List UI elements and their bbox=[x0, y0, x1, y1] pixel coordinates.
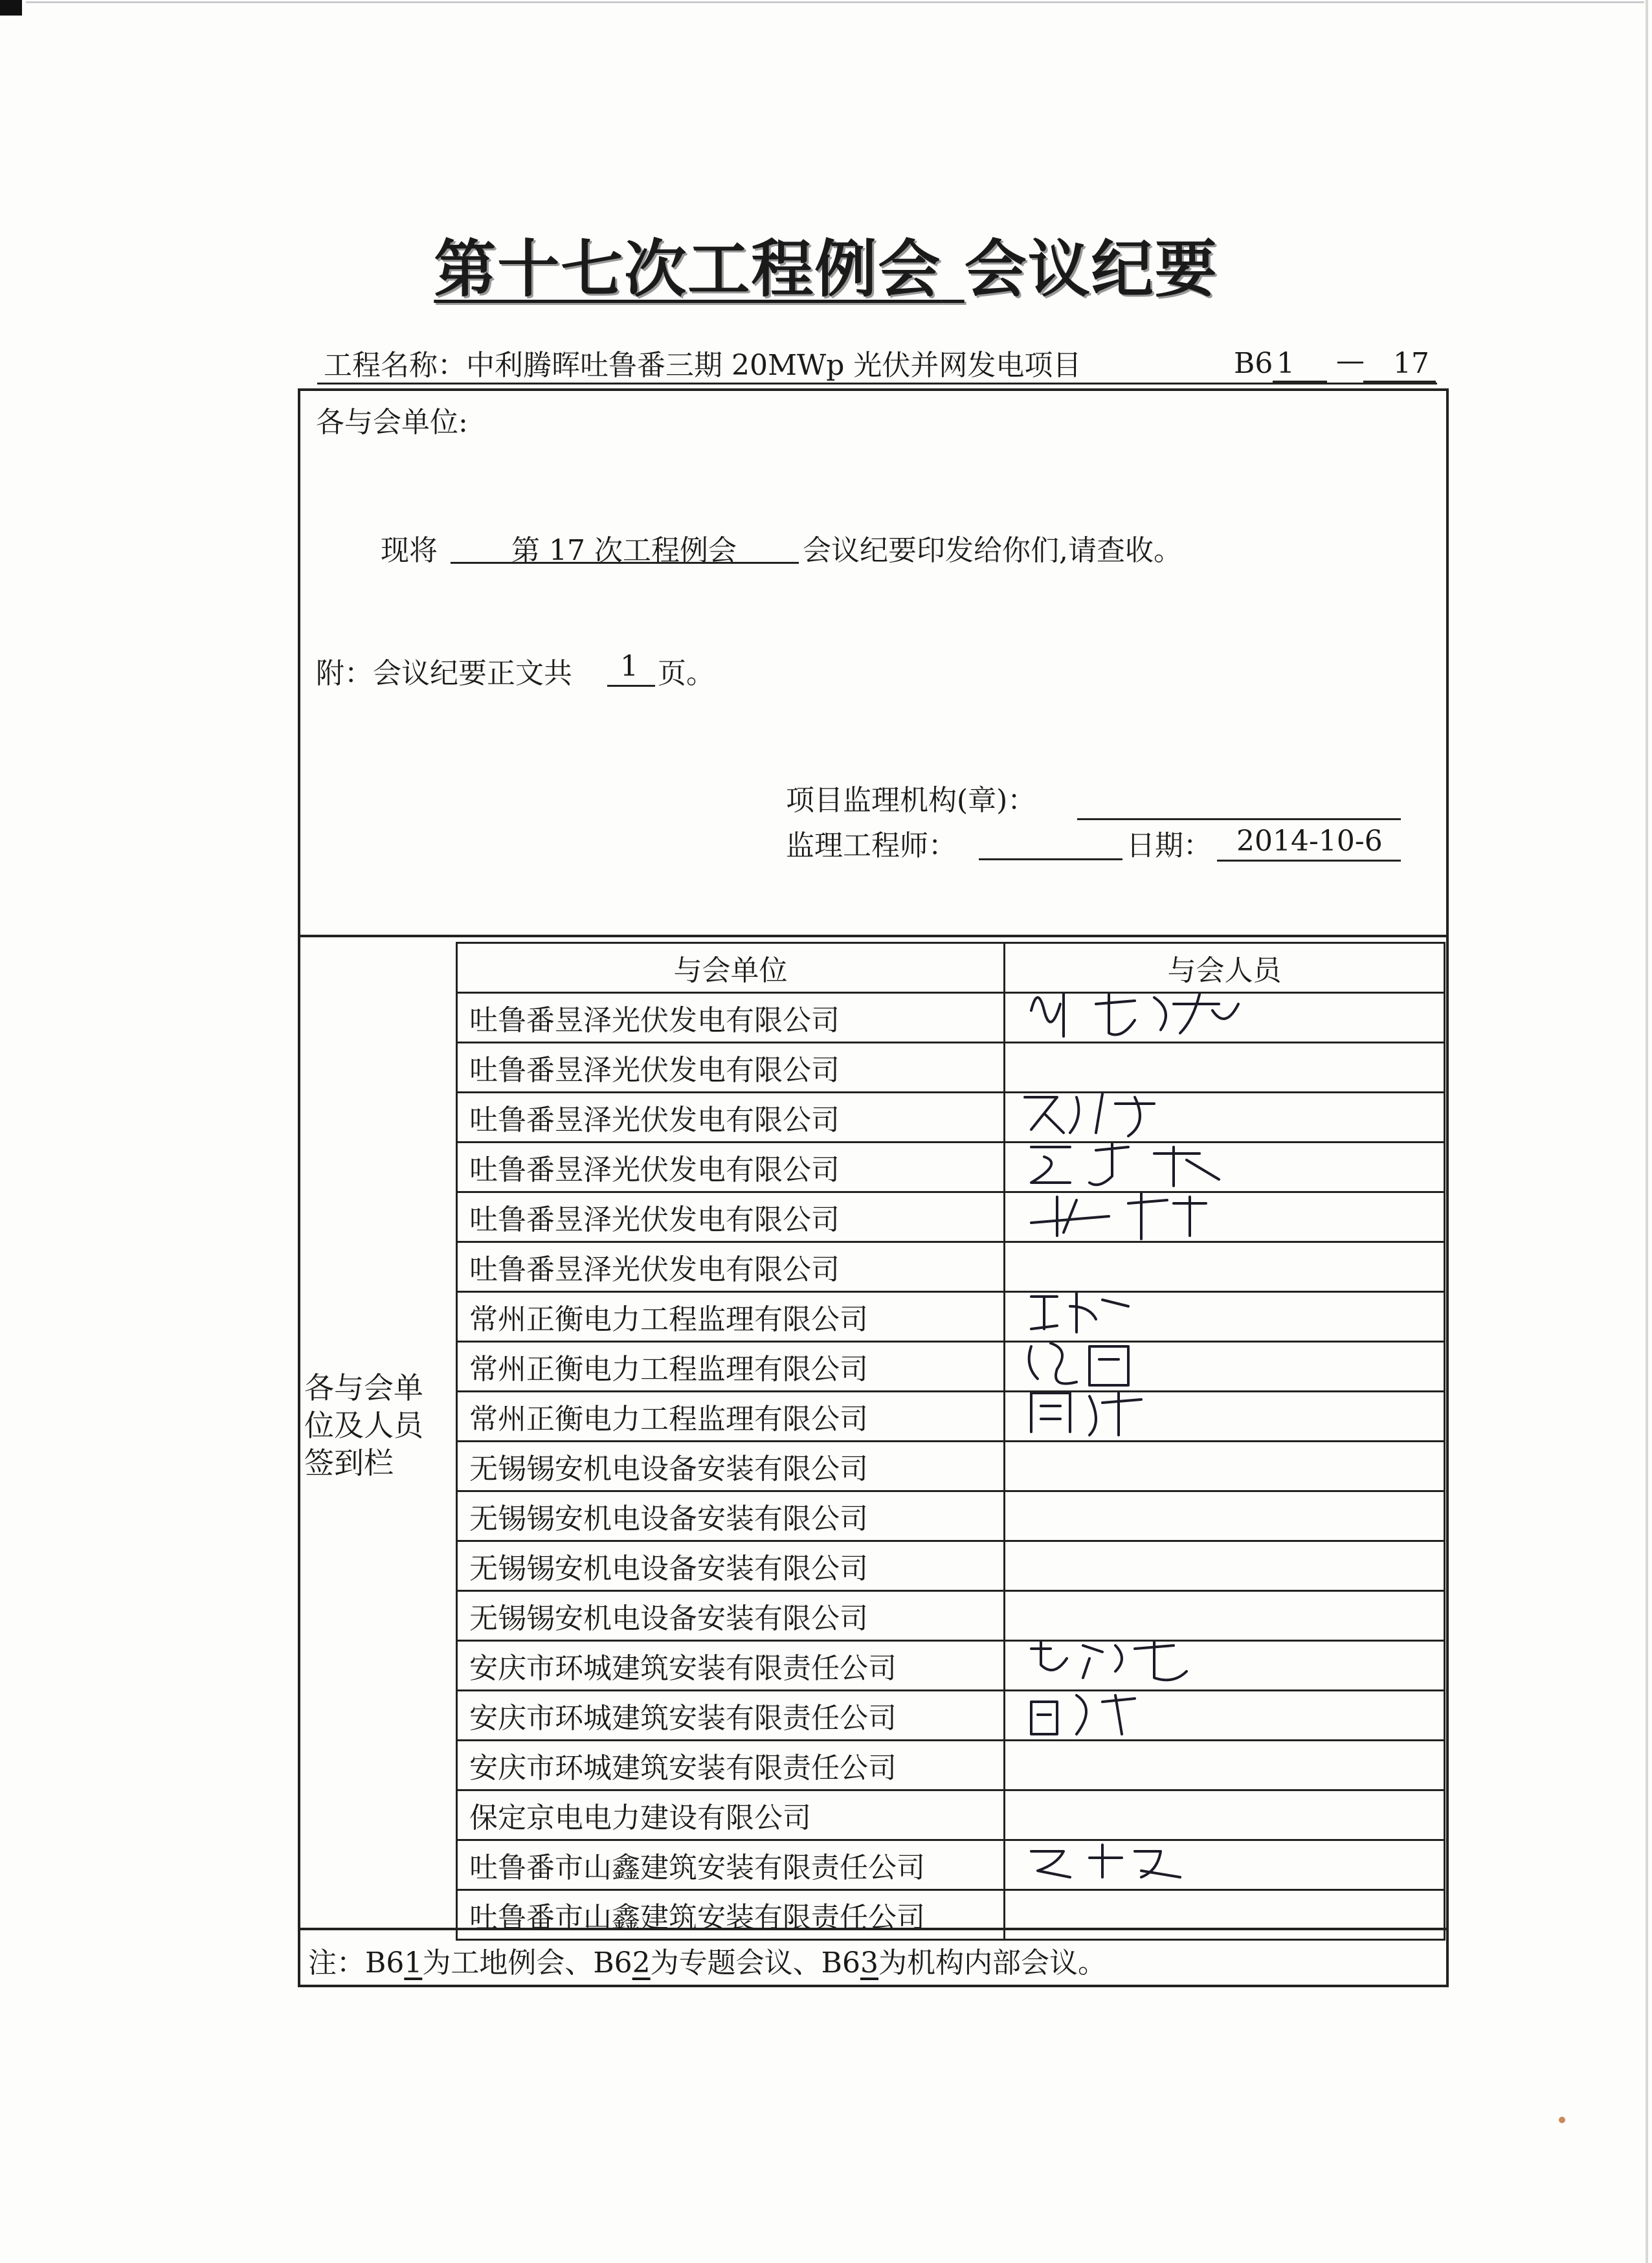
signin-row bbox=[457, 1641, 1445, 1691]
signin-person-cell bbox=[1005, 1093, 1445, 1143]
col-header-unit: 与会单位 bbox=[457, 943, 1005, 993]
project-name: 中利腾晖吐鲁番三期 20MWp 光伏并网发电项目 bbox=[466, 349, 1082, 382]
signin-person-cell bbox=[1005, 1890, 1445, 1940]
signin-header-row bbox=[457, 943, 1445, 993]
signin-unit: 吐鲁番昱泽光伏发电有限公司 bbox=[457, 1192, 1005, 1242]
supervisor-org-label: 项目监理机构(章)： bbox=[786, 784, 1036, 817]
signin-person-cell bbox=[1005, 1342, 1445, 1392]
signin-unit: 吐鲁番昱泽光伏发电有限公司 bbox=[457, 1143, 1005, 1192]
title-main: 第十七次工程例会 bbox=[434, 233, 942, 306]
signin-person-cell bbox=[1005, 1840, 1445, 1890]
attachment-pages: 1 bbox=[620, 650, 638, 683]
signin-row bbox=[457, 1790, 1445, 1840]
signin-row bbox=[457, 1143, 1445, 1192]
scan-top-edge bbox=[26, 1, 1644, 3]
form-code-type: 1 bbox=[1277, 347, 1295, 380]
signin-unit: 常州正衡电力工程监理有限公司 bbox=[457, 1392, 1005, 1442]
signin-row bbox=[457, 1741, 1445, 1790]
signin-unit: 吐鲁番昱泽光伏发电有限公司 bbox=[457, 1242, 1005, 1292]
project-line bbox=[324, 342, 1081, 383]
signin-row bbox=[457, 993, 1445, 1043]
signin-row bbox=[457, 1043, 1445, 1093]
footnote-divider bbox=[298, 1928, 1449, 1930]
handwritten-signature bbox=[1005, 1691, 1277, 1741]
supervisor-org-blank bbox=[1077, 818, 1401, 820]
signin-side-label: 各与会单位及人员签到栏 bbox=[304, 1370, 423, 1480]
signin-rows bbox=[457, 993, 1445, 1940]
signin-person-cell bbox=[1005, 1591, 1445, 1641]
signin-person-cell bbox=[1005, 1192, 1445, 1242]
title-underline-gap bbox=[941, 233, 964, 306]
signin-person-cell bbox=[1005, 1641, 1445, 1691]
form-code bbox=[1234, 347, 1273, 380]
signin-person-cell bbox=[1005, 1143, 1445, 1192]
footnote-part: 为机构内部会议。 bbox=[878, 1946, 1106, 1979]
header-rule bbox=[317, 383, 1437, 385]
signin-unit: 无锡锡安机电设备安装有限公司 bbox=[457, 1591, 1005, 1641]
handwritten-signature bbox=[1005, 1392, 1277, 1442]
signin-unit: 吐鲁番昱泽光伏发电有限公司 bbox=[457, 1093, 1005, 1143]
scan-speck bbox=[1559, 2117, 1565, 2123]
addressee: 各与会单位: bbox=[316, 406, 468, 439]
signin-row bbox=[457, 1491, 1445, 1541]
handwritten-signature bbox=[1005, 993, 1277, 1043]
document-title bbox=[0, 220, 1652, 309]
handwritten-signature bbox=[1005, 1342, 1277, 1392]
form-code-dash: — bbox=[1336, 344, 1365, 377]
signin-person-cell bbox=[1005, 1741, 1445, 1790]
handwritten-signature bbox=[1005, 1192, 1277, 1242]
footnote-part: 为工地例会、B6 bbox=[422, 1946, 632, 1979]
signin-unit: 保定京电电力建设有限公司 bbox=[457, 1790, 1005, 1840]
signin-unit: 无锡锡安机电设备安装有限公司 bbox=[457, 1491, 1005, 1541]
signin-row bbox=[457, 1392, 1445, 1442]
footnote bbox=[308, 1939, 1106, 1981]
signin-person-cell bbox=[1005, 1691, 1445, 1741]
signin-unit: 无锡锡安机电设备安装有限公司 bbox=[457, 1442, 1005, 1491]
signin-unit: 安庆市环城建筑安装有限责任公司 bbox=[457, 1741, 1005, 1790]
handwritten-signature bbox=[1005, 1840, 1277, 1890]
handwritten-signature bbox=[1005, 1292, 1277, 1342]
signin-unit: 常州正衡电力工程监理有限公司 bbox=[457, 1292, 1005, 1342]
attachment-suffix: 页。 bbox=[658, 657, 715, 690]
signin-person-cell bbox=[1005, 1292, 1445, 1342]
scan-corner-mark bbox=[0, 0, 22, 16]
signin-row bbox=[457, 1242, 1445, 1292]
signin-row bbox=[457, 1342, 1445, 1392]
signin-row bbox=[457, 1591, 1445, 1641]
signin-person-cell bbox=[1005, 1442, 1445, 1491]
signin-person-cell bbox=[1005, 1491, 1445, 1541]
signin-unit: 安庆市环城建筑安装有限责任公司 bbox=[457, 1691, 1005, 1741]
signin-row bbox=[457, 1541, 1445, 1591]
signin-unit: 吐鲁番市山鑫建筑安装有限责任公司 bbox=[457, 1840, 1005, 1890]
meeting-name-underline bbox=[451, 562, 799, 564]
date-label: 日期： bbox=[1126, 829, 1212, 862]
signin-person-cell bbox=[1005, 1242, 1445, 1292]
handwritten-signature bbox=[1005, 1143, 1277, 1192]
signin-unit: 吐鲁番市山鑫建筑安装有限责任公司 bbox=[457, 1890, 1005, 1940]
footnote-code-1: 1 bbox=[404, 1946, 423, 1979]
signin-unit: 无锡锡安机电设备安装有限公司 bbox=[457, 1541, 1005, 1591]
signin-unit: 安庆市环城建筑安装有限责任公司 bbox=[457, 1641, 1005, 1691]
signin-table bbox=[456, 942, 1446, 1941]
col-header-person: 与会人员 bbox=[1005, 943, 1445, 993]
signin-unit: 吐鲁番昱泽光伏发电有限公司 bbox=[457, 1043, 1005, 1093]
attachment-pages-underline bbox=[607, 685, 655, 687]
notice-suffix: 会议纪要印发给你们,请查收。 bbox=[803, 534, 1182, 567]
signin-row bbox=[457, 1192, 1445, 1242]
footnote-part: 为专题会议、B6 bbox=[650, 1946, 860, 1979]
footnote-code-3: 3 bbox=[860, 1946, 878, 1979]
handwritten-signature bbox=[1005, 1093, 1277, 1143]
notice-prefix: 现将 bbox=[381, 534, 438, 567]
date-value: 2014-10-6 bbox=[1236, 825, 1383, 858]
engineer-blank bbox=[979, 858, 1122, 860]
date-underline bbox=[1217, 860, 1401, 862]
signin-unit: 常州正衡电力工程监理有限公司 bbox=[457, 1342, 1005, 1392]
signin-row bbox=[457, 1442, 1445, 1491]
project-label: 工程名称： bbox=[324, 349, 466, 382]
notice-divider bbox=[298, 935, 1449, 937]
signin-row bbox=[457, 1840, 1445, 1890]
signin-row bbox=[457, 1691, 1445, 1741]
signin-row bbox=[457, 1093, 1445, 1143]
footnote-code-2: 2 bbox=[632, 1946, 651, 1979]
engineer-label: 监理工程师： bbox=[786, 829, 957, 862]
form-code-number: 17 bbox=[1393, 347, 1429, 380]
signin-person-cell bbox=[1005, 1392, 1445, 1442]
signin-person-cell bbox=[1005, 993, 1445, 1043]
notice-meeting-name: 第 17 次工程例会 bbox=[511, 534, 737, 567]
handwritten-signature bbox=[1005, 1641, 1277, 1691]
signin-unit: 吐鲁番昱泽光伏发电有限公司 bbox=[457, 993, 1005, 1043]
attachment-prefix: 附：会议纪要正文共 bbox=[316, 657, 572, 690]
signin-row bbox=[457, 1890, 1445, 1940]
signin-row bbox=[457, 1292, 1445, 1342]
signin-person-cell bbox=[1005, 1790, 1445, 1840]
scan-right-edge bbox=[1646, 0, 1648, 2263]
title-sub: 会议纪要 bbox=[964, 233, 1218, 306]
footnote-part: 注：B6 bbox=[308, 1946, 405, 1979]
form-code-prefix: B6 bbox=[1234, 347, 1273, 380]
signin-person-cell bbox=[1005, 1043, 1445, 1093]
signin-person-cell bbox=[1005, 1541, 1445, 1591]
